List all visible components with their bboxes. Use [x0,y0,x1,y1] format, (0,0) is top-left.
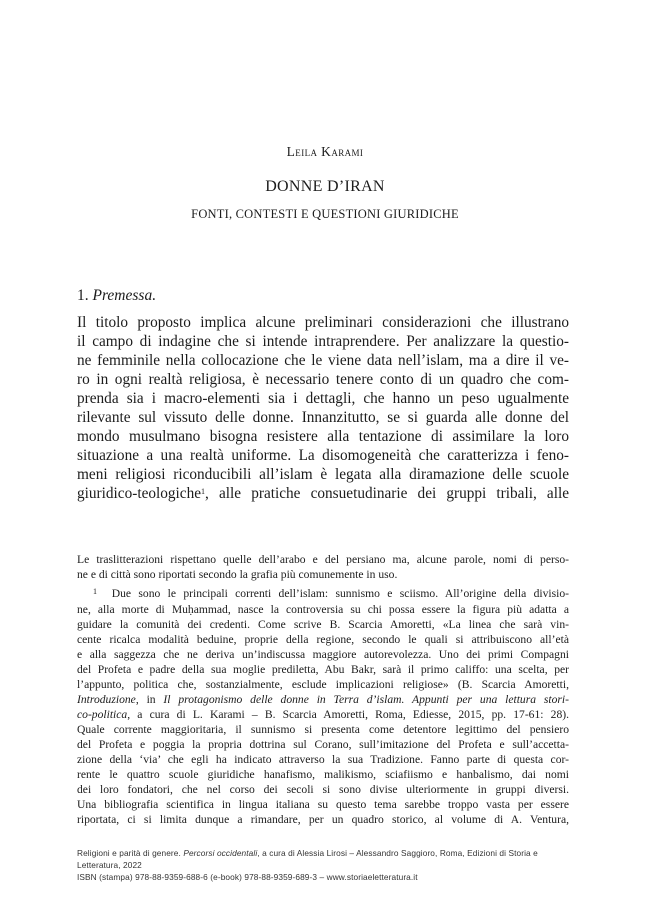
footnote-line: zione della ‘via’ che egli ha indicato attraverso la sua Tradizione. Fanno parte di questa cor- [77,753,569,766]
footnote-text: Due sono le principali correnti dell’islam: sunnismo e sciismo. All’origine della divisio- [111,587,569,600]
section-heading [77,287,156,305]
footer-book-subtitle: Percorsi occidentali [183,848,258,858]
footnote-line: Una bibliografia scientifica in lingua italiana su questo tema sarebbe troppo vasta per essere [77,798,569,811]
footnote-line: e alla saggezza che ne deriva un’indiscussa maggiore autorevolezza. Uno dei primi Compagni [77,648,569,661]
note-line: ne e di città sono riportati secondo la grafia più comunemente in uso. [77,568,398,581]
footnote-text: , in [135,693,164,706]
body-line [77,484,569,503]
chapter-title: DONNE D’IRAN [265,178,385,195]
chapter-subtitle: FONTI, CONTESTI E QUESTIONI GIURIDICHE [191,207,459,221]
footnote-line: riportata, ci si limita dunque a rimandare, per un quadro storico, al volume di A. Ventura, [77,813,569,826]
footnote-marker: 1 [93,587,97,596]
footer-isbn: ISBN (stampa) 978-88-9359-688-6 (e-book) 978-88-9359-689-3 – www.storiaeletteratura.it [77,872,418,882]
footnote-line: rente le quattro scuole giuridiche hanafismo, malikismo, sciafiismo e hanbalismo, dai nomi [77,768,569,781]
footer-publisher-year: Letteratura, 2022 [77,860,142,870]
footnote-line [77,693,569,707]
footnote-line [93,587,569,601]
body-line: prenda sia i macro-elementi sia i dettagli, che hanno un peso ugualmente [77,390,569,407]
body-line: mondo musulmano bisogna resistere alla tentazione di assimilare la loro [77,428,569,445]
body-fragment: , alle pratiche consuetudinarie dei gruppi tribali, alle [205,485,569,502]
footer-citation [77,848,538,858]
footnote-line: ne, alla morte di Muḥammad, nasce la controversia su chi possa essere la figura più adatta a [77,603,569,616]
citation-title: Introduzione [77,693,136,706]
author-name: Leila Karami [286,144,364,159]
body-line: ne femminile nella collocazione che le viene data nell’islam, ma a dire il ve- [77,352,569,369]
footnote-line: Quale corrente maggioritaria, il sunnismo si presenta come detentore legittimo del pensiero [77,723,569,736]
footnote-line: l’appunto, politica che, sostanzialmente, esclude implicazioni religiose» (B. Scarcia Amoretti, [77,678,569,691]
body-line: rilevante sul vissuto delle donne. Innanzitutto, se si guarda alle donne del [77,409,569,426]
body-line: situazione a una realtà uniforme. La disomogeneità che caratterizza i feno- [77,447,569,464]
footnote-line [77,708,569,722]
footer-text: , a cura di Alessia Lirosi – Alessandro Saggioro, Roma, Edizioni di Storia e [257,848,538,858]
section-title: Premessa. [92,287,157,304]
footnote-text: , a cura di L. Karami – B. Scarcia Amoretti, Roma, Ediesse, 2015, pp. 17-61: 28). [127,708,569,721]
body-line: ro in ogni realtà religiosa, è necessario tenere conto di un quadro che com- [77,371,569,388]
footnote-line: guidare la comunità dei credenti. Come scrive B. Scarcia Amoretti, «La linea che sarà vin- [77,618,569,631]
citation-book-title: co-politica [77,708,128,721]
citation-book-title: Il protagonismo delle donne in Terra d’islam. Appunti per una lettura stori- [163,693,569,706]
section-number: 1. [77,287,89,304]
note-line: Le traslitterazioni rispettano quelle dell’arabo e del persiano ma, alcune parole, nomi di perso- [77,553,569,566]
body-fragment: giuridico-teologiche [77,485,202,502]
footer-book-title: Religioni e parità di genere. [77,848,181,858]
footnote-ref[interactable]: 1 [201,487,206,496]
footnote-line: del Profeta e poggia la propria dottrina sul Corano, sull’imitazione del Profeta e sull’accetta- [77,738,569,751]
footnote-line: dei loro fondatori, che nel corso dei secoli si sono divise ulteriormente in gruppi diversi. [77,783,569,796]
body-line: meni religiosi riconducibili all’islam è legata alla diramazione delle scuole [77,466,569,483]
body-line: il campo di indagine che si intende intraprendere. Per analizzare la questio- [77,333,569,350]
footnote-line: cente ricalca modalità beduine, proprie della regione, secondo le quali si attribuiscono all’età [77,633,569,646]
body-line: Il titolo proposto implica alcune preliminari considerazioni che illustrano [77,314,569,331]
footnote-line: del Profeta e padre della sua moglie prediletta, Abu Bakr, sarà il primo califfo: una scelta, per [77,663,569,676]
